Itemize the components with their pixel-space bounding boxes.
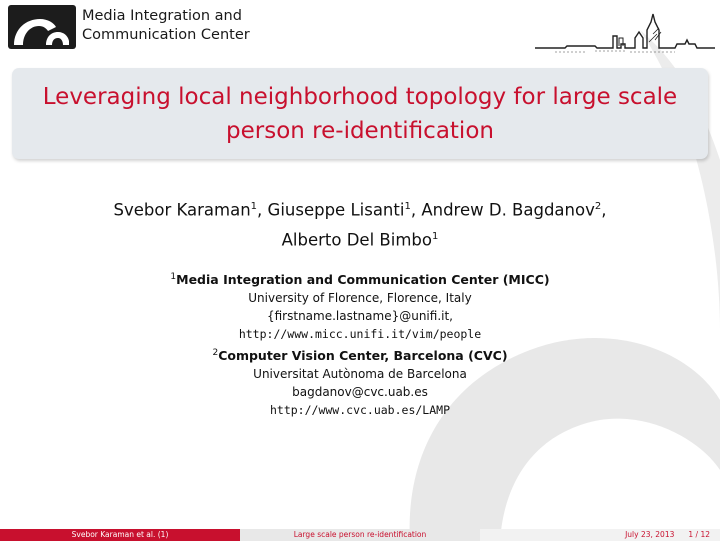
micc-logo-icon bbox=[8, 5, 76, 49]
header bbox=[0, 0, 720, 58]
author-sup: 1 bbox=[404, 201, 411, 212]
slide-title bbox=[30, 80, 690, 148]
footer-date: July 23, 2013 bbox=[625, 530, 675, 539]
author-sup: 1 bbox=[250, 201, 258, 212]
footer-page-number: 1 / 12 bbox=[688, 530, 710, 539]
authors-line2 bbox=[0, 224, 720, 254]
title-line1: Leveraging local neighborhood topology for large scale bbox=[42, 83, 678, 110]
author-name: Svebor Karaman bbox=[113, 200, 251, 220]
footer-title: Large scale person re-identification bbox=[240, 529, 480, 541]
affiliation-address: University of Florence, Florence, Italy bbox=[248, 291, 472, 305]
title-line2: person re-identification bbox=[226, 117, 494, 144]
footer-author: Svebor Karaman et al. (1) bbox=[0, 529, 240, 541]
affiliation-url[interactable]: http://www.micc.unifi.it/vim/people bbox=[238, 327, 482, 341]
author-sup: 1 bbox=[431, 230, 439, 242]
institution-name bbox=[82, 7, 250, 45]
authors-line1: Svebor Karaman$^1$, Giuseppe Lisanti$^1$, Andrew D. Bagdanov$^2$, bbox=[113, 200, 607, 220]
affiliation-sup: 1 bbox=[170, 272, 177, 282]
institution-line2: Communication Center bbox=[82, 27, 250, 43]
author-name: Alberto Del Bimbo bbox=[281, 230, 432, 249]
footer bbox=[0, 529, 720, 541]
affiliation-micc bbox=[0, 268, 720, 343]
author-name: Giuseppe Lisanti bbox=[267, 200, 405, 220]
institution-line1: Media Integration and bbox=[82, 8, 242, 24]
affiliation-url[interactable]: http://www.cvc.uab.es/LAMP bbox=[269, 403, 450, 417]
affiliation-name: Media Integration and Communication Center (MICC) bbox=[176, 272, 550, 287]
affiliation-address: Universitat Autònoma de Barcelona bbox=[253, 367, 467, 381]
affiliation-sup: 2 bbox=[212, 348, 219, 358]
affiliation-email: {firstname.lastname}@unifi.it, bbox=[266, 309, 453, 323]
affiliation-cvc bbox=[0, 344, 720, 419]
title-box bbox=[12, 68, 708, 159]
authors bbox=[0, 194, 720, 253]
affiliation-name: Computer Vision Center, Barcelona (CVC) bbox=[218, 348, 508, 363]
author-sup: 2 bbox=[594, 201, 602, 212]
footer-right bbox=[480, 529, 720, 541]
florence-skyline-icon bbox=[535, 10, 715, 56]
affiliation-email: bagdanov@cvc.uab.es bbox=[292, 385, 428, 399]
author-name: Andrew D. Bagdanov bbox=[421, 200, 595, 220]
